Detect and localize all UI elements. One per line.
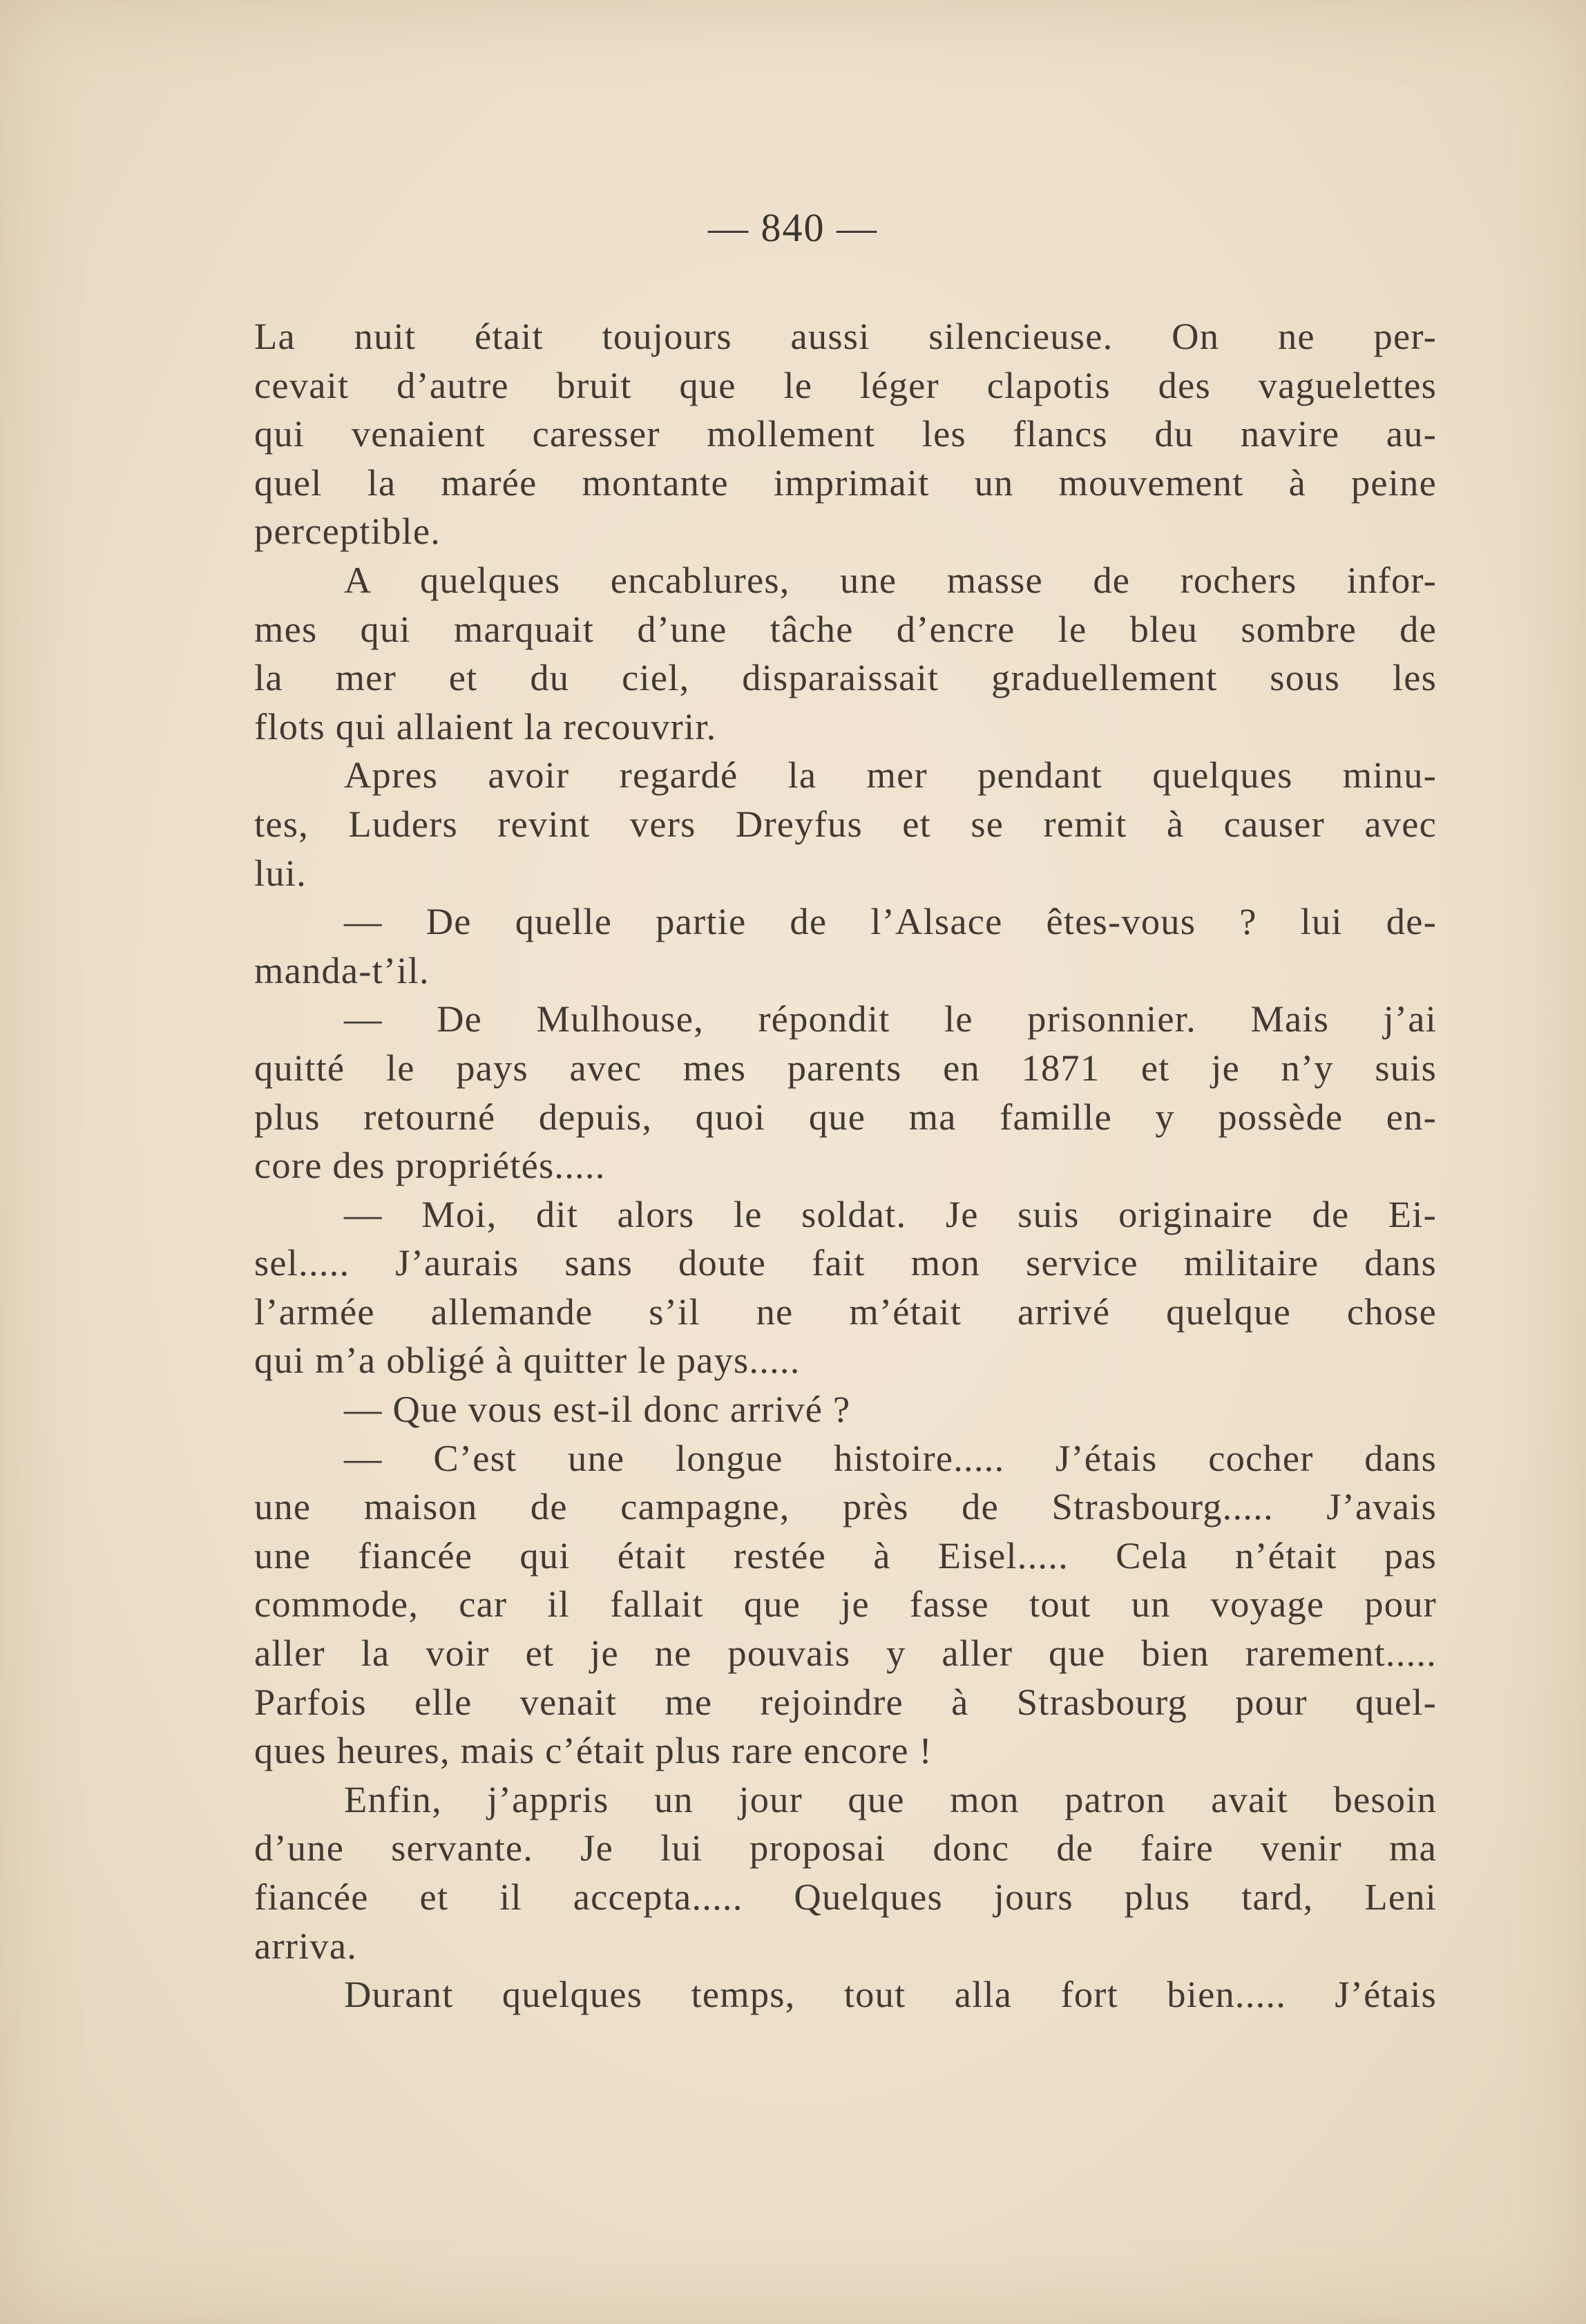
text-line: plus retourné depuis, quoi que ma famille y possède en- <box>254 1095 1437 1138</box>
text-line: l’armée allemande s’il ne m’était arrivé quelque chose <box>254 1290 1437 1333</box>
text-line: Enfin, j’appris un jour que mon patron avait besoin <box>344 1778 1437 1820</box>
text-line: La nuit était toujours aussi silencieuse. On ne per- <box>254 315 1437 357</box>
text-line: — C’est une longue histoire..... J’étais cocher dans <box>344 1436 1437 1479</box>
text-line: core des propriétés..... <box>254 1144 606 1187</box>
text-line: Apres avoir regardé la mer pendant quelques minu- <box>344 754 1437 797</box>
text-line: — De quelle partie de l’Alsace êtes-vous ? lui de- <box>344 900 1437 943</box>
text-line: quitté le pays avec mes parents en 1871 et je n’y suis <box>254 1046 1437 1089</box>
page-number-header: — 840 — <box>708 205 878 250</box>
text-line: commode, car il fallait que je fasse tout un voyage pour <box>254 1583 1437 1626</box>
text-line: d’une servante. Je lui proposai donc de faire venir ma <box>254 1827 1437 1869</box>
text-line: tes, Luders revint vers Dreyfus et se remit à causer avec <box>254 802 1437 845</box>
text-line: cevait d’autre bruit que le léger clapotis des vaguelettes <box>254 363 1437 406</box>
text-line: quel la marée montante imprimait un mouvement à peine <box>254 461 1437 504</box>
text-line: arriva. <box>254 1924 358 1967</box>
text-line: flots qui allaient la recouvrir. <box>254 705 717 747</box>
text-line: ques heures, mais c’était plus rare encore ! <box>254 1729 933 1772</box>
text-line: aller la voir et je ne pouvais y aller que bien rarement..... <box>254 1632 1437 1675</box>
text-line: manda-t’il. <box>254 949 430 991</box>
text-line: — Que vous est-il donc arrivé ? <box>344 1388 851 1431</box>
text-line: qui m’a obligé à quitter le pays..... <box>254 1339 801 1382</box>
text-line: lui. <box>254 851 307 894</box>
text-line: mes qui marquait d’une tâche d’encre le bleu sombre de <box>254 607 1437 650</box>
text-line: Parfois elle venait me rejoindre à Strasbourg pour quel- <box>254 1680 1437 1723</box>
text-line: A quelques encablures, une masse de rochers infor- <box>344 558 1437 601</box>
text-line: qui venaient caresser mollement les flancs du navire au- <box>254 412 1437 455</box>
text-line: — Moi, dit alors le soldat. Je suis originaire de Ei- <box>344 1192 1437 1235</box>
text-line: la mer et du ciel, disparaissait graduellement sous les <box>254 656 1437 699</box>
text-line: perceptible. <box>254 510 441 553</box>
body-text <box>254 312 1437 2019</box>
text-line: une fiancée qui était restée à Eisel..... Cela n’était pas <box>254 1534 1437 1577</box>
text-line: Durant quelques temps, tout alla fort bien..... J’étais <box>344 1973 1437 2016</box>
text-line: une maison de campagne, près de Strasbourg..... J’avais <box>254 1485 1437 1528</box>
text-line: — De Mulhouse, répondit le prisonnier. Mais j’ai <box>344 998 1437 1040</box>
text-line: fiancée et il accepta..... Quelques jours plus tard, Leni <box>254 1876 1437 1918</box>
text-line: sel..... J’aurais sans doute fait mon service militaire dans <box>254 1241 1437 1284</box>
